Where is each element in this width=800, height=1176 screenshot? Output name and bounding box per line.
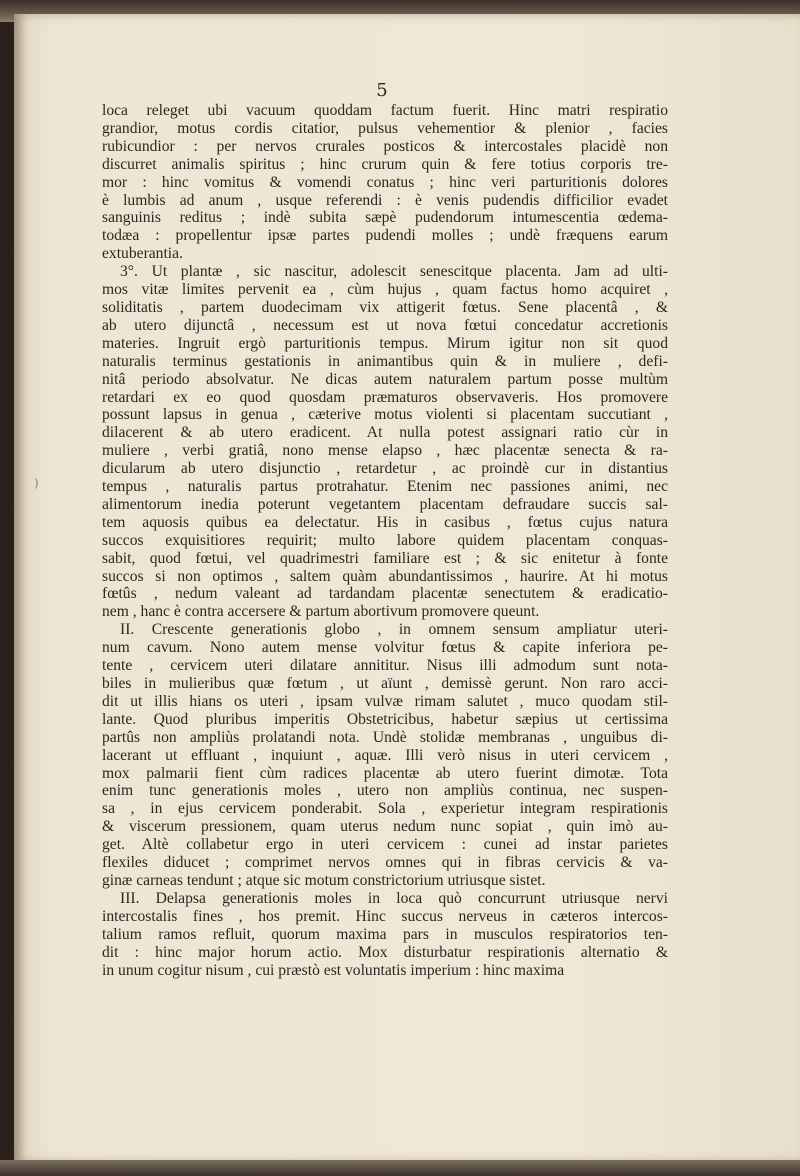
text-line: rubicundior : per nervos crurales posticos & intercostales placidè non xyxy=(102,137,668,155)
text-line: mos vitæ limites pervenit ea , cùm hujus , quam factus homo acquiret , xyxy=(102,281,668,299)
text-line: nem , hanc è contra accersere & partum abortivum promovere queunt. xyxy=(102,603,540,621)
text-line: succos exquisitiores requirit; multo labore quidem placentam conquas- xyxy=(102,531,668,549)
text-line: tem aquosis quibus ea delectatur. His in casibus , fœtus cujus natura xyxy=(102,513,668,531)
text-line: dicularum ab utero disjunctio , retardetur , ac proindè cur in distantius xyxy=(102,460,668,478)
text-line: II. Crescente generationis globo , in omnem sensum ampliatur uteri- xyxy=(120,621,668,639)
text-line: partûs non ampliùs prolatandi nota. Undè stolidæ membranas , unguibus di- xyxy=(102,728,668,746)
text-line: dilacerent & ab utero eradicent. At nulla potest assignari ratio cùr in xyxy=(102,424,668,442)
text-line: dit : hinc major horum actio. Mox disturbatur respirationis alternatio & xyxy=(102,943,668,961)
text-line: fœtûs , nedum valeant ad tardandam placentæ senectutem & eradicatio- xyxy=(102,585,668,603)
text-line: enim tunc generationis moles , utero non ampliùs continua, nec suspen- xyxy=(102,782,668,800)
text-line: talium ramos refluit, quorum maxima pars in musculos respiratorios ten- xyxy=(102,925,668,943)
text-line: sanguinis reditus ; indè subita sæpè pudendorum intumescentia œdema- xyxy=(102,209,668,227)
text-line: grandior, motus cordis citatior, pulsus vehementior & plenior , facies xyxy=(102,119,668,137)
text-line: possunt lapsus in genua , cæterive motus violenti si placentam succutiant , xyxy=(102,406,668,424)
text-line: 3°. Ut plantæ , sic nascitur, adolescit senescitque placenta. Jam ad ulti- xyxy=(120,263,668,281)
text-line: tempus , naturalis partus protrahatur. Etenim nec passiones animi, nec xyxy=(102,478,668,496)
text-line: sabit, quod fœtui, vel quadrimestri familiare est ; & sic enitetur à fonte xyxy=(102,549,668,567)
text-line: dit ut illis hians os uteri , ipsam vulvæ rimam salutet , muco quodam stil- xyxy=(102,692,668,710)
text-line: mor : hinc vomitus & vomendi conatus ; hinc veri parturitionis dolores xyxy=(102,173,668,191)
paragraph-4 xyxy=(102,890,668,980)
text-line: è lumbis ad anum , usque referendi : è venis pudendis difficilior evadet xyxy=(102,191,668,209)
text-line: materies. Ingruit ergò parturitionis tempus. Mirum igitur non sit quod xyxy=(102,334,668,352)
text-line: biles in mulieribus quæ fœtum , ut aïunt , demissè gerunt. Non raro acci- xyxy=(102,675,668,692)
text-line: sa , in ejus cervicem ponderabit. Sola , experietur integram respirationis xyxy=(102,800,668,818)
paragraph-1 xyxy=(102,102,668,263)
text-line: mox palmarii fient cùm radices placentæ ab utero fuerint dimotæ. Tota xyxy=(102,764,668,782)
text-line: extuberantia. xyxy=(102,245,183,263)
book-bottom-edge xyxy=(0,1160,800,1176)
text-line: ginæ carneas tendunt ; atque sic motum constrictorium utriusque sistet. xyxy=(102,871,546,889)
body-text xyxy=(102,102,668,979)
margin-mark: ) xyxy=(34,476,39,490)
text-line: in unum cogitur nisum , cui præstò est voluntatis imperium : hinc maxima xyxy=(102,961,565,979)
text-line: lante. Quod pluribus imperitis Obstetricibus, habetur sæpius ut certissima xyxy=(102,710,668,728)
text-line: muliere , verbi gratiâ, nono mense elapso , hæc placentæ senecta & ra- xyxy=(102,442,668,460)
text-line: retardari ex eo quod quosdam præmaturos observaveris. Hos promovere xyxy=(102,388,668,406)
text-line: loca releget ubi vacuum quoddam factum fuerit. Hinc matri respiratio xyxy=(102,102,668,119)
text-line: soliditatis , partem duodecimam vix attigerit fœtus. Sene placentâ , & xyxy=(102,298,668,316)
text-line: discurret animalis spiritus ; hinc crurum quin & fere totius corporis tre- xyxy=(102,155,668,173)
text-line: lacerant ut effluant , inquiunt , aquæ. Illi verò nisus in uteri cervicem , xyxy=(102,746,668,764)
text-line: get. Altè collabetur ergo in uteri cervicem : cunei ad instar parietes xyxy=(102,836,668,854)
text-line: intercostalis fines , hos premit. Hinc succus nerveus in cæteros intercos- xyxy=(102,907,668,925)
text-line: & viscerum pressionem, quam uterus nedum nunc sopiat , quin imò au- xyxy=(102,818,668,836)
paragraph-3 xyxy=(102,621,668,890)
text-line: III. Delapsa generationis moles in loca quò concurrunt utriusque nervi xyxy=(120,889,668,907)
text-line: naturalis terminus gestationis in animantibus quin & in muliere , defi- xyxy=(102,352,668,370)
page-number: 5 xyxy=(376,80,388,101)
paragraph-2 xyxy=(102,263,668,621)
text-line: todæa : propellentur ipsæ partes pudendi molles ; undè fræquens earum xyxy=(102,227,668,245)
text-line: ab utero dijunctâ , necessum est ut nova fœtui concedatur accretionis xyxy=(102,316,668,334)
text-line: nitâ periodo absolvatur. Ne dicas autem naturalem partum posse multùm xyxy=(102,370,668,388)
text-line: num cavum. Nono autem mense volvitur fœtus & capite inferiora pe- xyxy=(102,639,668,657)
text-line: succos si non optimos , saltem quàm abundantissimos , haurire. At hi motus xyxy=(102,567,668,585)
text-line: alimentorum inedia poterunt vegetantem placentam defraudare succis sal- xyxy=(102,495,668,513)
book-page xyxy=(14,14,800,1162)
text-line: flexiles diducet ; comprimet nervos omnes qui in fibras cervicis & va- xyxy=(102,854,668,872)
text-line: tente , cervicem uteri dilatare annititur. Nisus illi admodum sunt nota- xyxy=(102,657,668,675)
